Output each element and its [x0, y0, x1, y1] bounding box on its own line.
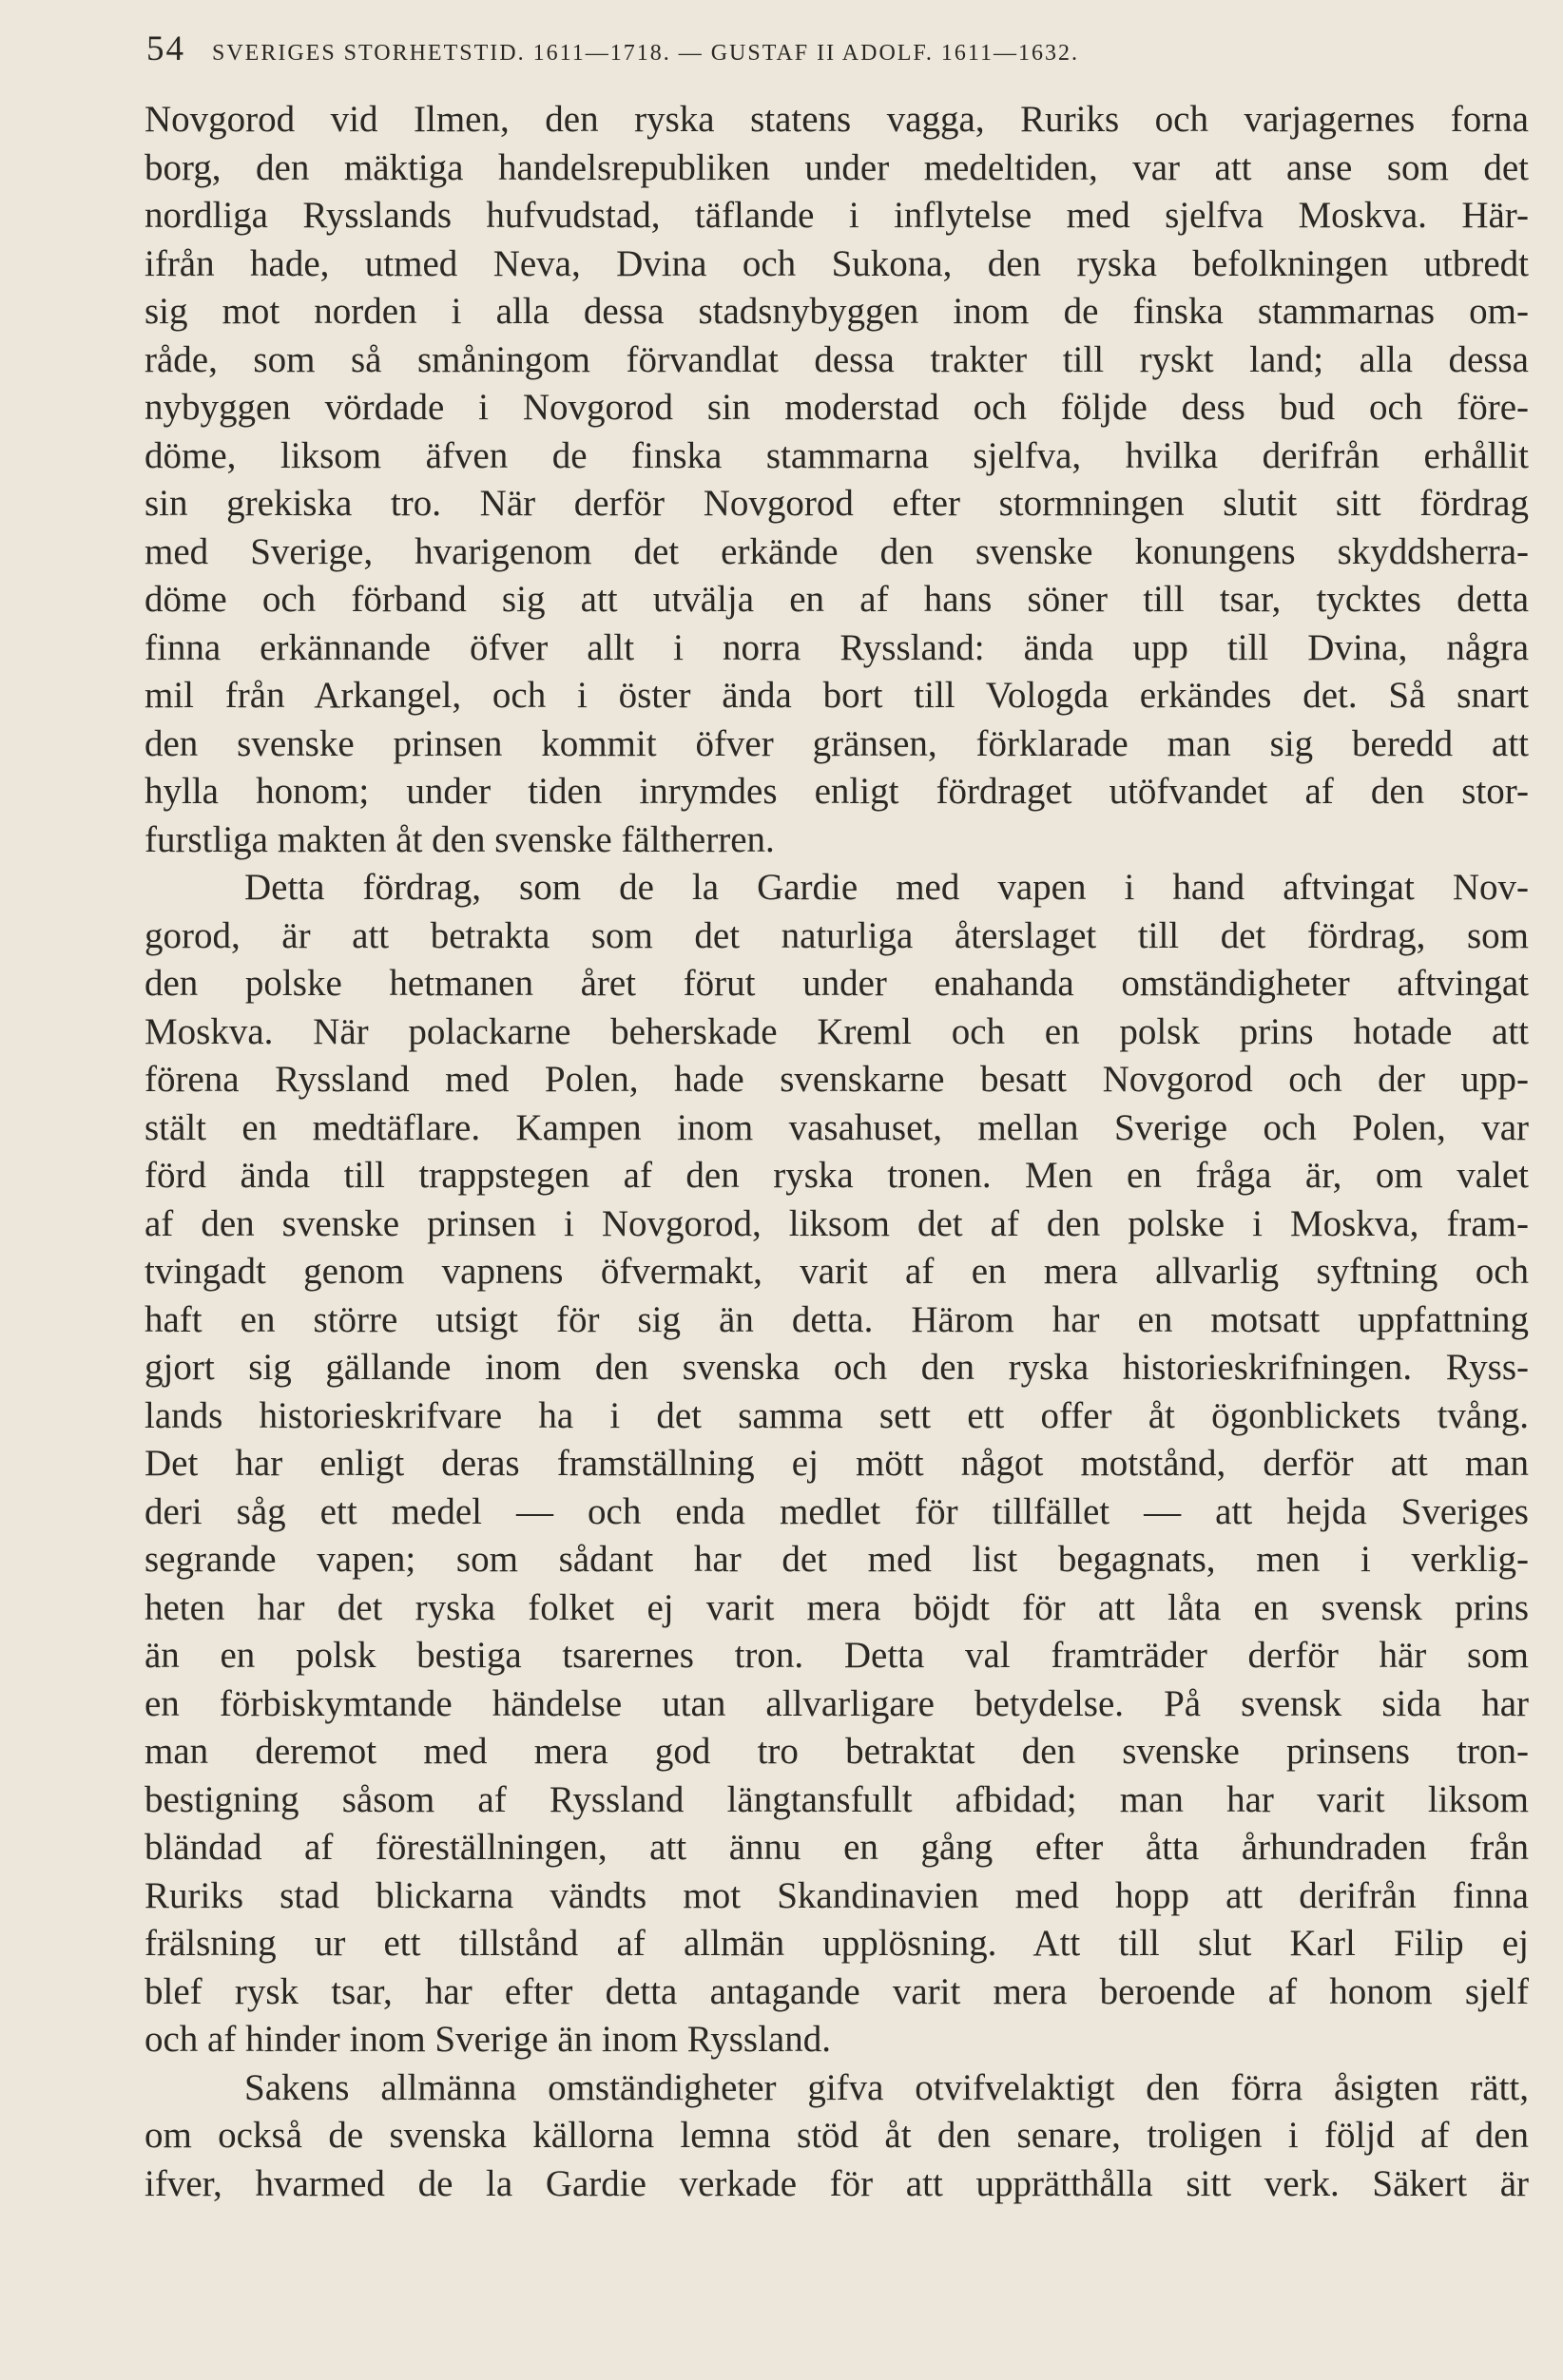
text-line: haft en större utsigt för sig än detta. Härom har en motsatt uppfattning — [145, 1298, 1529, 1340]
body-text — [145, 96, 1529, 2208]
text-line: Ruriks stad blickarna vändts mot Skandinavien med hopp att derifrån finna — [145, 1874, 1529, 1916]
text-line: deri såg ett medel — och enda medlet för tillfället — att hejda Sveriges — [145, 1490, 1529, 1532]
paragraph-end-line: och af hinder inom Sverige än inom Ryssland. — [145, 2019, 831, 2060]
text-line: bestigning såsom af Ryssland längtansfullt afbidad; man har varit liksom — [145, 1778, 1529, 1820]
text-line: af den svenske prinsen i Novgorod, liksom det af den polske i Moskva, fram- — [145, 1202, 1529, 1244]
text-line: den polske hetmanen året förut under enahanda omständigheter aftvingat — [145, 963, 1529, 1004]
text-line: den svenske prinsen kommit öfver gränsen, förklarade man sig beredd att — [145, 722, 1529, 764]
text-line: Moskva. När polackarne beherskade Kreml och en polsk prins hotade att — [145, 1010, 1529, 1052]
text-line: blef rysk tsar, har efter detta antagande varit mera beroende af honom sjelf — [145, 1970, 1529, 2012]
text-line: borg, den mäktiga handelsrepubliken under medeltiden, var att anse som det — [145, 146, 1529, 188]
text-line: sin grekiska tro. När derför Novgorod efter stormningen slutit sitt fördrag — [145, 483, 1529, 524]
text-line: förena Ryssland med Polen, hade svenskarne besatt Novgorod och der upp- — [145, 1059, 1529, 1100]
text-line: med Sverige, hvarigenom det erkände den svenske konungens skyddsherra- — [145, 530, 1529, 572]
text-line: segrande vapen; som sådant har det med list begagnats, men i verklig- — [145, 1539, 1529, 1580]
text-line: man deremot med mera god tro betraktat den svenske prinsens tron- — [145, 1731, 1529, 1772]
paragraph-start-line: Detta fördrag, som de la Gardie med vapen i hand aftvingat Nov- — [244, 867, 1529, 908]
text-line: om också de svenska källorna lemna stöd åt den senare, troligen i följd af den — [145, 2115, 1529, 2156]
text-line: än en polsk bestiga tsarernes tron. Detta val framträder derför här som — [145, 1635, 1529, 1676]
text-line: sig mot norden i alla dessa stadsnybyggen inom de finska stammarnas om- — [145, 291, 1529, 332]
text-line: nordliga Rysslands hufvudstad, täflande i inflytelse med sjelfva Moskva. Här- — [145, 195, 1529, 236]
page-number: 54 — [146, 29, 185, 68]
text-line: döme, liksom äfven de finska stammarna sjelfva, hvilka derifrån erhållit — [145, 434, 1529, 476]
text-line: en förbiskymtande händelse utan allvarligare betydelse. På svensk sida har — [145, 1682, 1529, 1724]
text-line: lands historieskrifvare ha i det samma sett ett offer åt ögonblickets tvång. — [145, 1394, 1529, 1436]
text-line: gorod, är att betrakta som det naturliga återslaget till det fördrag, som — [145, 914, 1529, 956]
text-line: finna erkännande öfver allt i norra Ryssland: ända upp till Dvina, några — [145, 626, 1529, 668]
text-line: Novgorod vid Ilmen, den ryska statens vagga, Ruriks och varjagernes forna — [145, 99, 1529, 140]
text-line: tvingadt genom vapnens öfvermakt, varit af en mera allvarlig syftning och — [145, 1251, 1529, 1292]
text-line: bländad af föreställningen, att ännu en gång efter åtta århundraden från — [145, 1827, 1529, 1868]
running-title: SVERIGES STORHETSTID. 1611—1718. — GUSTAF II ADOLF. 1611—1632. — [212, 41, 1079, 66]
text-line: ifver, hvarmed de la Gardie verkade för att upprätthålla sitt verk. Säkert är — [145, 2162, 1529, 2204]
text-line: råde, som så småningom förvandlat dessa trakter till ryskt land; alla dessa — [145, 338, 1529, 380]
paragraph-start-line: Sakens allmänna omständigheter gifva otvifvelaktigt den förra åsigten rätt, — [244, 2066, 1529, 2108]
text-line: förd ända till trappstegen af den ryska tronen. Men en fråga är, om valet — [145, 1155, 1529, 1196]
text-line: stält en medtäflare. Kampen inom vasahuset, mellan Sverige och Polen, var — [145, 1106, 1529, 1148]
text-line: gjort sig gällande inom den svenska och den ryska historieskrifningen. Ryss- — [145, 1347, 1529, 1388]
text-line: frälsning ur ett tillstånd af allmän upplösning. Att till slut Karl Filip ej — [145, 1923, 1529, 1964]
text-line: ifrån hade, utmed Neva, Dvina och Sukona, den ryska befolkningen utbredt — [145, 242, 1529, 284]
text-line: Det har enligt deras framställning ej mött något motstånd, derför att man — [145, 1443, 1529, 1484]
text-line: mil från Arkangel, och i öster ända bort till Vologda erkändes det. Så snart — [145, 675, 1529, 716]
paragraph-end-line: furstliga makten åt den svenske fältherren. — [145, 818, 775, 860]
text-line: hylla honom; under tiden inrymdes enligt fördraget utöfvandet af den stor- — [145, 771, 1529, 812]
text-line: döme och förband sig att utvälja en af hans söner till tsar, tycktes detta — [145, 579, 1529, 620]
text-line: nybyggen vördade i Novgorod sin moderstad och följde dess bud och före- — [145, 387, 1529, 428]
running-header — [146, 29, 1443, 86]
text-line: heten har det ryska folket ej varit mera böjdt för att låta en svensk prins — [145, 1586, 1529, 1628]
